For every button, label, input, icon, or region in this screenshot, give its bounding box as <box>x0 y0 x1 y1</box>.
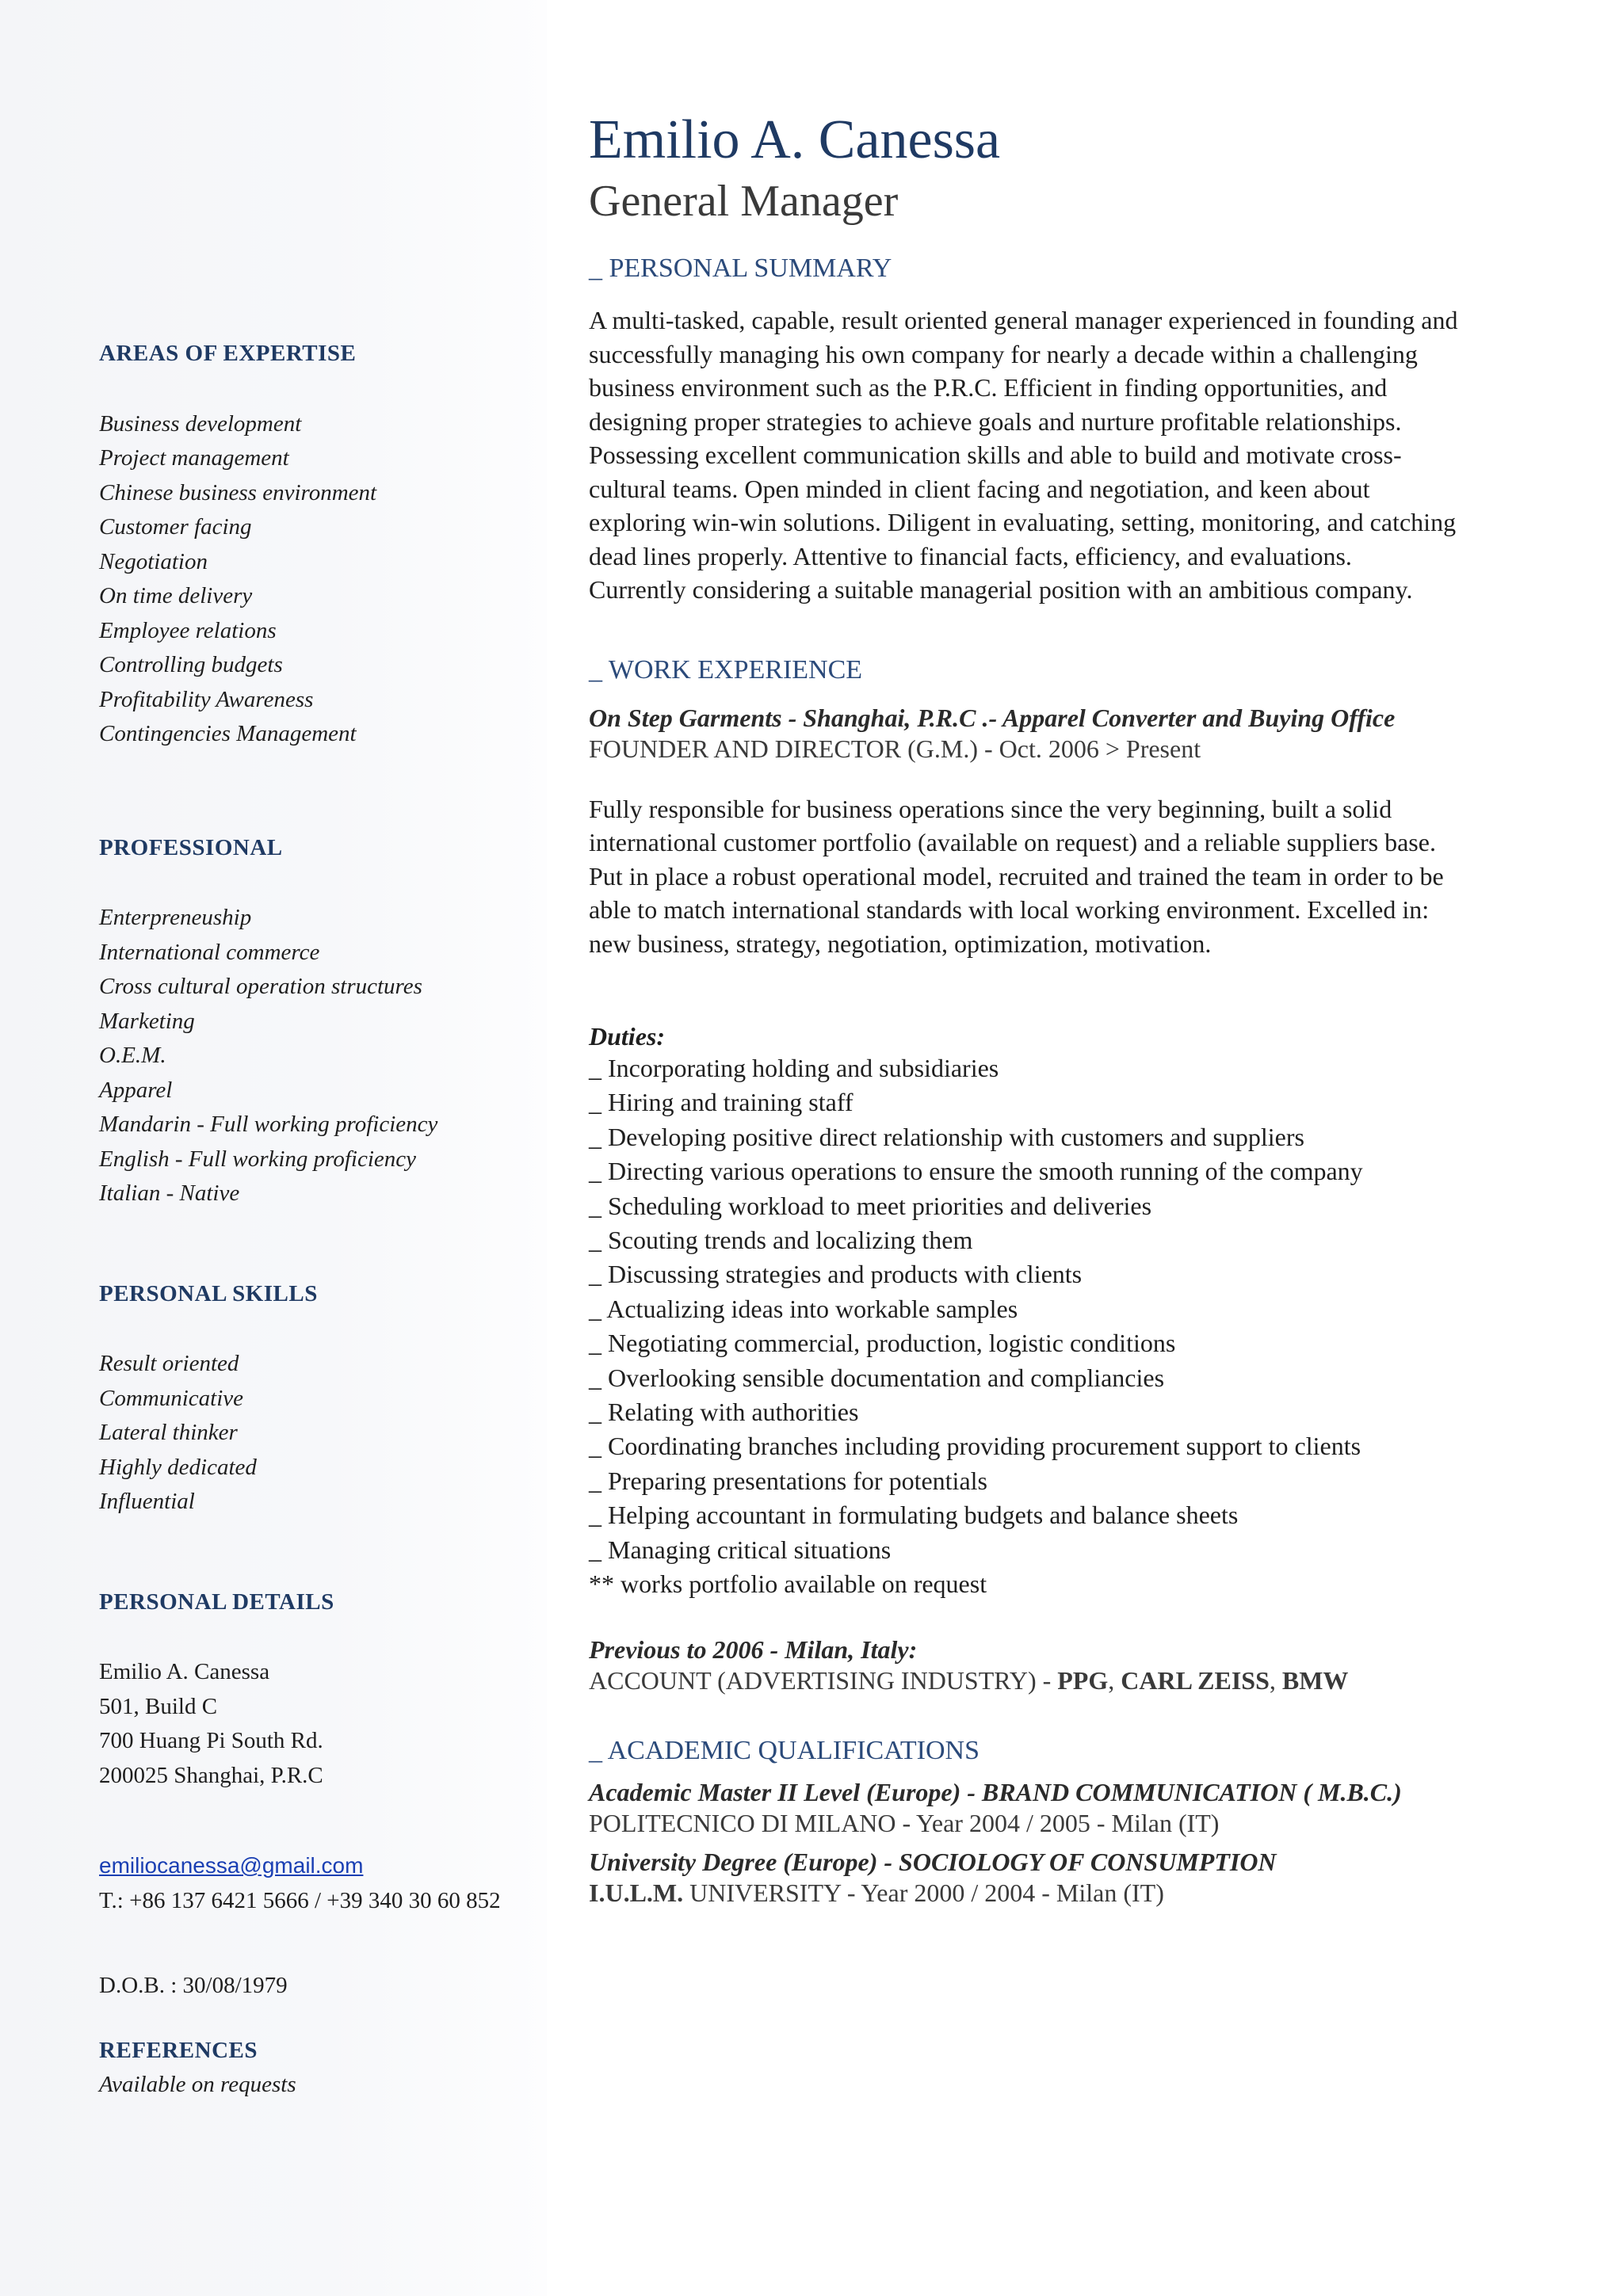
duties-list <box>589 1051 1540 1602</box>
skill-item: Result oriented <box>99 1351 239 1376</box>
address-line: 700 Huang Pi South Rd. <box>99 1728 323 1753</box>
professional-list <box>99 901 543 1211</box>
expertise-item: Employee relations <box>99 617 277 643</box>
skill-item: Communicative <box>99 1385 244 1411</box>
summary-paragraph: A multi-tasked, capable, result oriented general manager experienced in founding and successfully managing his own company for nearly a decade within a challenging business environment such as the P.R.C. Efficient in finding opportunities, and designing proper strategies to achieve goals and nurture profitable relationships. Possessing excellent communication skills and able to build and motivate cross-cultural teams. Open minded in client facing and negotiation, and keen about exploring win-win solutions. Diligent in evaluating, setting, monitoring, and catching dead lines properly. Attentive to financial facts, efficiency, and evaluations. <box>589 306 1458 570</box>
professional-item: Apparel <box>99 1077 173 1103</box>
expertise-list <box>99 407 543 752</box>
duty-item: _ Overlooking sensible documentation and compliancies <box>589 1363 1165 1392</box>
duty-item: _ Negotiating commercial, production, logistic conditions <box>589 1329 1176 1358</box>
expertise-item: On time delivery <box>99 583 253 608</box>
degree2-subtitle <box>589 1878 1540 1908</box>
professional-item: O.E.M. <box>99 1043 166 1068</box>
separator: , <box>1269 1665 1282 1695</box>
professional-item: Marketing <box>99 1008 195 1034</box>
address-block <box>99 1655 543 1793</box>
degree1-title: Academic Master II Level (Europe) - BRAND COMMUNICATION ( M.B.C.) <box>589 1777 1402 1806</box>
professional-heading: PROFESSIONAL <box>99 834 283 860</box>
address-line: Emilio A. Canessa <box>99 1659 270 1684</box>
job1-subtitle: FOUNDER AND DIRECTOR (G.M.) - Oct. 2006 > Present <box>589 734 1201 763</box>
references-text: Available on requests <box>99 2072 296 2097</box>
client-carl-zeiss: CARL ZEISS <box>1121 1665 1270 1695</box>
client-bmw: BMW <box>1281 1665 1349 1695</box>
skill-item: Lateral thinker <box>99 1420 238 1445</box>
skill-item: Highly dedicated <box>99 1454 257 1480</box>
duty-item: _ Relating with authorities <box>589 1398 859 1427</box>
duties-heading: Duties: <box>589 1022 665 1051</box>
degree1-subtitle: POLITECNICO DI MILANO - Year 2004 / 2005 - Milan (IT) <box>589 1808 1220 1837</box>
duty-item: _ Helping accountant in formulating budgets and balance sheets <box>589 1501 1239 1530</box>
address-line: 200025 Shanghai, P.R.C <box>99 1762 323 1788</box>
details-heading: PERSONAL DETAILS <box>99 1589 334 1615</box>
iulm-abbrev: I.U.L.M. <box>589 1878 684 1907</box>
expertise-item: Contingencies Management <box>99 721 357 746</box>
job-title-heading: General Manager <box>589 177 899 226</box>
professional-item: Mandarin - Full working proficiency <box>99 1112 438 1137</box>
job2-subtitle <box>589 1666 1540 1695</box>
separator: , <box>1108 1665 1121 1695</box>
experience-heading: _ WORK EXPERIENCE <box>589 654 863 685</box>
expertise-item: Profitability Awareness <box>99 686 314 712</box>
client-ppg: PPG <box>1057 1665 1109 1695</box>
skill-item: Influential <box>99 1489 195 1514</box>
degree2-detail: UNIVERSITY - Year 2000 / 2004 - Milan (IT) <box>683 1878 1164 1907</box>
person-name: Emilio A. Canessa <box>589 109 1001 170</box>
professional-item: English - Full working proficiency <box>99 1146 417 1172</box>
job2-role: ACCOUNT (ADVERTISING INDUSTRY) - <box>589 1665 1058 1695</box>
professional-item: International commerce <box>99 939 320 965</box>
duty-item: _ Preparing presentations for potentials <box>589 1466 987 1495</box>
email-link[interactable]: emiliocanessa@gmail.com <box>99 1853 364 1878</box>
professional-item: Enterpreneuship <box>99 905 252 930</box>
dob: D.O.B. : 30/08/1979 <box>99 1973 288 1998</box>
degree2-title: University Degree (Europe) - SOCIOLOGY OF CONSUMPTION <box>589 1847 1277 1876</box>
expertise-item: Chinese business environment <box>99 479 377 505</box>
address-line: 501, Build C <box>99 1693 218 1719</box>
job1-description: Fully responsible for business operations since the very beginning, built a solid international customer portfolio (available on request) and a reliable suppliers base. Put in place a robust operational model, recruited and trained the team in order to be able to match international standards with local working environment. Excelled in: new business, strategy, negotiation, optimization, motivation. <box>589 794 1444 958</box>
duty-item: _ Scouting trends and localizing them <box>589 1226 973 1255</box>
duty-item: ** works portfolio available on request <box>589 1569 987 1599</box>
expertise-item: Customer facing <box>99 514 252 540</box>
summary-paragraph: Currently considering a suitable managerial position with an ambitious company. <box>589 575 1413 604</box>
duty-item: _ Incorporating holding and subsidiaries <box>589 1054 999 1082</box>
summary-text <box>589 303 1468 607</box>
professional-item: Cross cultural operation structures <box>99 974 422 999</box>
duty-item: _ Directing various operations to ensure the smooth running of the company <box>589 1157 1363 1186</box>
skills-list <box>99 1347 543 1520</box>
duty-item: _ Discussing strategies and products with clients <box>589 1260 1083 1289</box>
duty-item: _ Hiring and training staff <box>589 1088 854 1117</box>
duty-item: _ Coordinating branches including providing procurement support to clients <box>589 1432 1361 1461</box>
sidebar <box>99 337 543 2103</box>
references-heading: REFERENCES <box>99 2037 258 2063</box>
contact-block <box>99 1848 543 1918</box>
duty-item: _ Developing positive direct relationship with customers and suppliers <box>589 1122 1304 1151</box>
duty-item: _ Actualizing ideas into workable samples <box>589 1294 1018 1323</box>
duty-item: _ Managing critical situations <box>589 1535 892 1564</box>
job1-title: On Step Garments - Shanghai, P.R.C .- Apparel Converter and Buying Office <box>589 703 1396 732</box>
skills-heading: PERSONAL SKILLS <box>99 1280 318 1306</box>
phone-number: T.: +86 137 6421 5666 / +39 340 30 60 852 <box>99 1887 501 1913</box>
academic-heading: _ ACADEMIC QUALIFICATIONS <box>589 1735 980 1765</box>
summary-heading: _ PERSONAL SUMMARY <box>589 254 892 283</box>
expertise-item: Business development <box>99 410 302 437</box>
expertise-heading: AREAS OF EXPERTISE <box>99 341 357 366</box>
expertise-item: Negotiation <box>99 548 208 574</box>
expertise-item: Project management <box>99 445 289 471</box>
expertise-item: Controlling budgets <box>99 652 283 677</box>
job2-title: Previous to 2006 - Milan, Italy: <box>589 1634 918 1664</box>
duty-item: _ Scheduling workload to meet priorities and deliveries <box>589 1191 1152 1220</box>
professional-item: Italian - Native <box>99 1180 240 1206</box>
main-content <box>589 107 1540 1908</box>
